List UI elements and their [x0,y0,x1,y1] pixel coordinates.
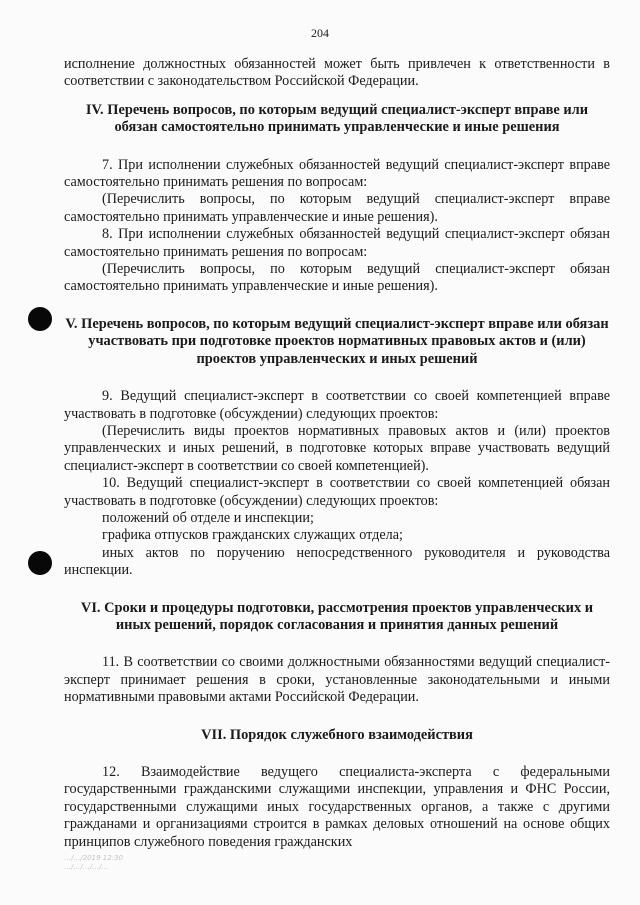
section-v-heading: V. Перечень вопросов, по которым ведущий специалист-эксперт вправе или обязан участвовать при подготовке проектов нормативных правовых актов и (или) проектов управленческих и иных решений [65,315,609,367]
paragraph-9-note: (Перечислить виды проектов нормативных правовых актов и (или) проектов управленческих и иных решений, в подготовке которых вправе участвовать ведущий специалист-эксперт в соответствии со своей компетенцией). [64,422,610,474]
footnote-stamp [64,854,123,872]
footnote-line: …/…/2019 12:30 [64,854,123,862]
page-number: 204 [311,26,329,40]
section-iv-heading: IV. Перечень вопросов, по которым ведущий специалист-эксперт вправе или обязан самостоятельно принимать управленческие и иные решения [85,101,589,136]
paragraph-12: 12. Взаимодействие ведущего специалиста-эксперта с федеральными государственными гражданскими служащими инспекции, управления и ФНС России, государственными служащими иных государственных органов, а также с другими гражданами и организациями строится в рамках деловых отношений на основе общих принципов служебного поведения гражданских [64,764,610,850]
paragraph-7-note: (Перечислить вопросы, по которым ведущий специалист-эксперт вправе самостоятельно принимать управленческие и иные решения). [64,191,610,225]
list-item: иных актов по поручению непосредственного руководителя и руководства инспекции. [64,544,610,579]
section-vii-heading: VII. Порядок служебного взаимодействия [201,726,473,743]
list-item: положений об отделе и инспекции; [102,509,314,526]
paragraph-8: 8. При исполнении служебных обязанностей ведущий специалист-эксперт обязан самостоятельно принимать решения по вопросам: [64,226,610,260]
paragraph-7: 7. При исполнении служебных обязанностей ведущий специалист-эксперт вправе самостоятельно принимать решения по вопросам: [64,156,610,191]
footnote-line: …/…/…/…/… [64,863,109,871]
paragraph-8-note: (Перечислить вопросы, по которым ведущий специалист-эксперт обязан самостоятельно принимать управленческие и иные решения). [64,261,610,295]
punch-hole-upper [28,307,52,331]
list-item: графика отпусков гражданских служащих отдела; [102,527,403,544]
top-paragraph: исполнение должностных обязанностей может быть привлечен к ответственности в соответствии с законодательством Российской Федерации. [64,56,610,90]
section-vi-heading: VI. Сроки и процедуры подготовки, рассмотрения проектов управленческих и иных решений, порядок согласования и принятия данных решений [80,599,594,633]
paragraph-9: 9. Ведущий специалист-эксперт в соответствии со своей компетенцией вправе участвовать в подготовке (обсуждении) следующих проектов: [64,388,610,422]
document-body [64,56,610,851]
paragraph-10: 10. Ведущий специалист-эксперт в соответствии со своей компетенцией обязан участвовать в подготовке (обсуждении) следующих проектов: [64,475,610,509]
paragraph-11: 11. В соответствии со своими должностными обязанностями ведущий специалист-эксперт принимает решения в сроки, установленные законодательными и иными нормативными правовыми актами Российской Федерации. [64,654,610,706]
punch-hole-lower [28,551,52,575]
